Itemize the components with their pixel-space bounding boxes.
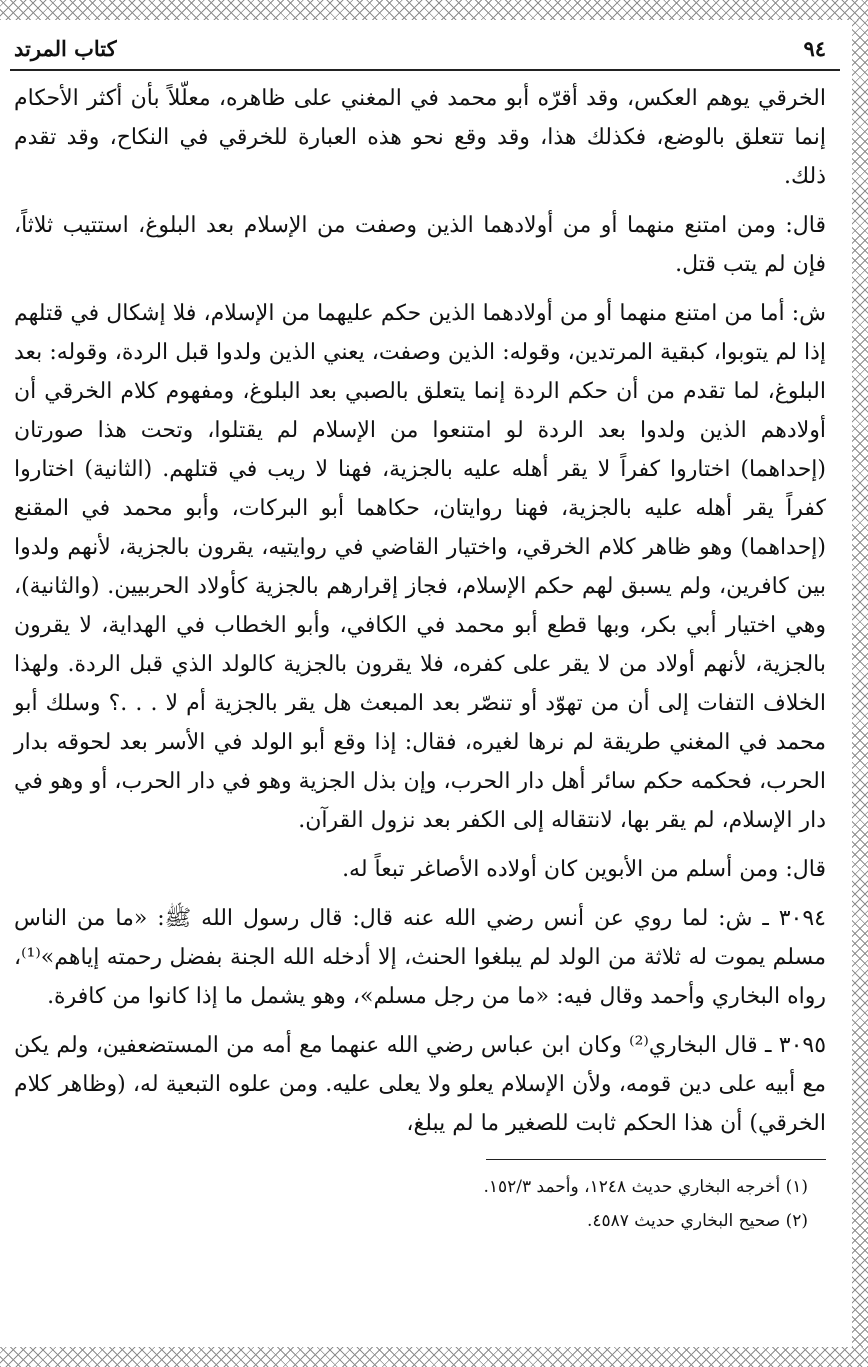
paragraph: قال: ومن أسلم من الأبوين كان أولاده الأصاغر تبعاً له. (342, 857, 826, 882)
chapter-title: كتاب المرتد (14, 36, 117, 61)
paragraph: ٣٠٩٥ ـ قال البخاري⁽²⁾ وكان ابن عباس رضي الله عنهما مع أمه من المستضعفين، ولم يكن مع أبيه على دين قومه، ولأن الإسلام يعلو ولا يعلى عليه. ومن علوه التبعية له، (وظاهر كلام الخرقي) أن هذا الحكم ثابت للصغير ما لم يبلغ، (14, 1033, 827, 1136)
paragraph: ش: أما من امتنع منهما أو من أولادهما الذين حكم عليهما من الإسلام، فلا إشكال في قتلهم إذا لم يتوبوا، كبقية المرتدين، وقوله: الذين وصفت، يعني الذين ولدوا قبل الردة، وقوله: بعد البلوغ، لما تقدم من أن حكم الردة إنما يتعلق بالصبي بعد البلوغ، ومفهوم كلام الخرقي أن أولادهم الذين ولدوا بعد الردة لو امتنعوا من الإسلام لم يقتلوا، وتحت هذا صورتان (إحداهما) اختاروا كفراً لا يقر أهله عليه بالجزية، فهنا لا ريب في قتلهم. (الثانية) اختاروا كفراً يقر أهله عليه بالجزية، فهنا روايتان، حكاهما أبو البركات، وأبو محمد في المقنع (إحداهما) وهو ظاهر كلام الخرقي، واختيار القاضي في روايتيه، يقرون بالجزية، لأنهم ولدوا بين كافرين، ولم يسبق لهم حكم الإسلام، فجاز إقرارهم بالجزية كأولاد الحربيين. (والثانية)، وهي اختيار أبي بكر، وبها قطع أبو محمد في الكافي، وأبو الخطاب في الهداية، لا يقرون بالجزية، لأنهم أولاد من لا يقر على كفره، فلا يقرون بالجزية كالولد الذي قبل الردة. ولهذا الخلاف التفات إلى أن من تهوّد أو تنصّر بعد المبعث هل يقر بالجزية أم لا . . .؟ وسلك أبو محمد في المغني طريقة لم نرها لغيره، فقال: إذا وقع أبو الولد في الأسر بعد لحوقه بدار الحرب، فحكمه حكم سائر أهل دار الحرب، وإن بذل الجزية وهو في دار الحرب، أو وهو في دار الإسلام، لم يقر بها، لانتقاله إلى الكفر بعد نزول القرآن. (14, 301, 826, 833)
paragraph: قال: ومن امتنع منهما أو من أولادهما الذين وصفت من الإسلام بعد البلوغ، استتيب ثلاثاً، فإن لم يتب قتل. (14, 213, 826, 277)
decorative-border-bottom (0, 1347, 868, 1367)
paragraph: الخرقي يوهم العكس، وقد أقرّه أبو محمد في المغني على ظاهره، معلّلاً بأن أكثر الأحكام إنما تتعلق بالوضع، فكذلك هذا، وقد وقع نحو هذه العبارة للخرقي في النكاح، وقد تقدم ذلك. (14, 86, 826, 189)
decorative-border-right (852, 20, 868, 1347)
book-page (10, 36, 840, 1238)
footnote-separator (486, 1159, 826, 1160)
decorative-border-top (0, 0, 868, 20)
footnote: (١) أخرجه البخاري حديث ١٢٤٨، وأحمد ١٥٢/٣. (483, 1177, 808, 1197)
main-text (10, 79, 840, 1238)
page-number: ٩٤ (803, 36, 826, 61)
page-header (10, 36, 840, 71)
paragraph: ٣٠٩٤ ـ ش: لما روي عن أنس رضي الله عنه قال: قال رسول الله ﷺ: «ما من الناس مسلم يموت له ثلاثة من الولد لم يبلغوا الحنث، إلا أدخله الله الجنة بفضل رحمته إياهم»⁽¹⁾، رواه البخاري وأحمد وقال فيه: «ما من رجل مسلم»، وهو يشمل ما إذا كانوا من كافرة. (14, 906, 826, 1009)
footnote: (٢) صحيح البخاري حديث ٤٥٨٧. (586, 1211, 808, 1231)
